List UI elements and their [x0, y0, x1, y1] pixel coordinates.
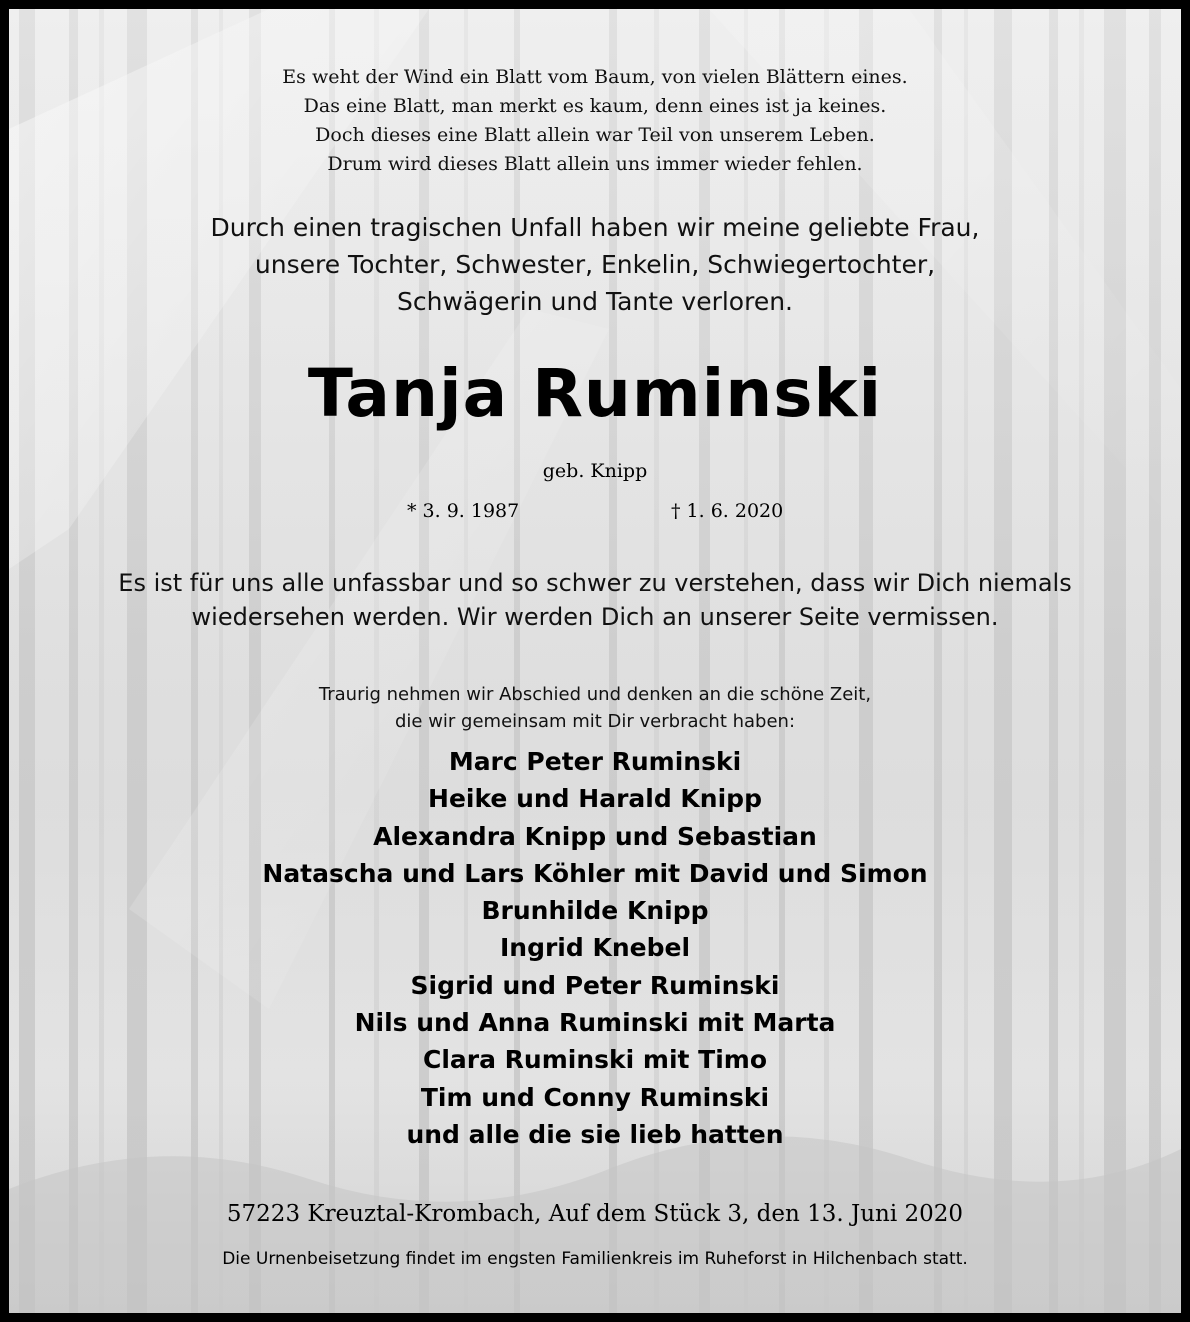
burial-note: Die Urnenbeisetzung findet im engsten Familienkreis im Ruheforst in Hilchenbach statt. — [222, 1249, 968, 1269]
birth-name: geb. Knipp — [542, 460, 648, 482]
poem-line: Das eine Blatt, man merkt es kaum, denn eines ist ja keines. — [303, 95, 887, 117]
mourner-name: Tim und Conny Ruminski — [420, 1082, 770, 1112]
mourner-name: Natascha und Lars Köhler mit David und Simon — [262, 858, 928, 888]
mourner-name: Alexandra Knipp und Sebastian — [373, 821, 817, 851]
mourners-list — [9, 743, 1181, 1153]
message-line: wiedersehen werden. Wir werden Dich an unserer Seite vermissen. — [191, 603, 999, 631]
message-line: Es ist für uns alle unfassbar und so schwer zu verstehen, dass wir Dich niemals — [118, 569, 1072, 597]
intro-line: unsere Tochter, Schwester, Enkelin, Schwiegertochter, — [254, 250, 936, 279]
message-text — [9, 566, 1181, 634]
mourner-name: Nils und Anna Ruminski mit Marta — [354, 1008, 836, 1038]
poem-line: Doch dieses eine Blatt allein war Teil von unserem Leben. — [315, 124, 875, 146]
deceased-name: Tanja Ruminski — [307, 355, 883, 432]
farewell-line: Traurig nehmen wir Abschied und denken an die schöne Zeit, — [318, 684, 872, 705]
poem-line: Drum wird dieses Blatt allein uns immer wieder fehlen. — [327, 153, 863, 175]
farewell-text — [9, 681, 1181, 735]
mourner-name: Brunhilde Knipp — [481, 896, 709, 926]
mourner-name: Ingrid Knebel — [499, 933, 691, 963]
mourner-name: Clara Ruminski mit Timo — [422, 1045, 768, 1075]
death-date: † 1. 6. 2020 — [671, 500, 784, 522]
mourner-name: und alle die sie lieb hatten — [406, 1119, 784, 1149]
intro-line: Durch einen tragischen Unfall haben wir meine geliebte Frau, — [210, 213, 980, 242]
poem-line: Es weht der Wind ein Blatt vom Baum, von vielen Blättern eines. — [282, 66, 908, 88]
birth-date: * 3. 9. 1987 — [407, 500, 520, 522]
mourner-name: Sigrid und Peter Ruminski — [410, 970, 780, 1000]
poem — [9, 63, 1181, 179]
farewell-line: die wir gemeinsam mit Dir verbracht haben: — [394, 711, 796, 732]
place-and-date: 57223 Kreuztal-Krombach, Auf dem Stück 3, den 13. Juni 2020 — [226, 1201, 964, 1227]
mourner-name: Heike und Harald Knipp — [428, 784, 762, 814]
intro-text — [9, 209, 1181, 320]
intro-line: Schwägerin und Tante verloren. — [396, 287, 794, 316]
mourner-name: Marc Peter Ruminski — [448, 747, 742, 776]
